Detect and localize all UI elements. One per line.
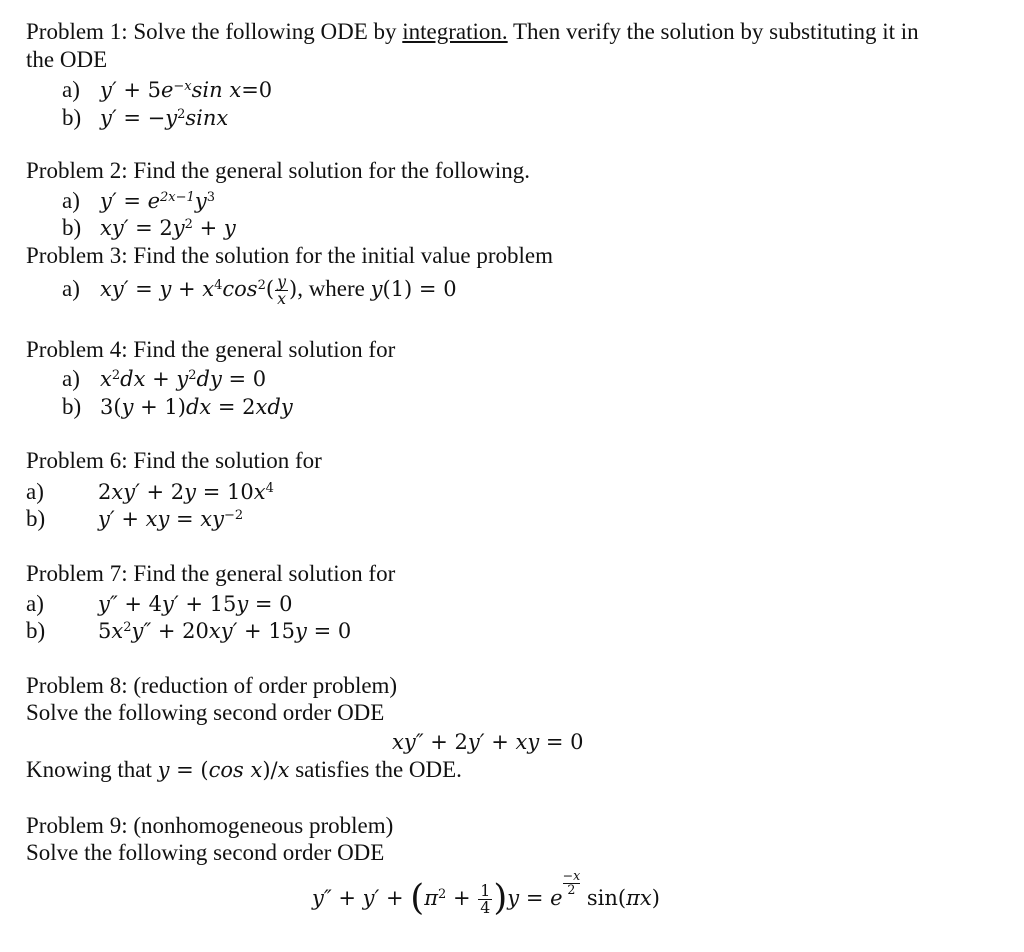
problem-9-title: Problem 9: (nonhomogeneous problem): [26, 813, 394, 838]
problem-4b: b) 3(y + 1)dx = 2xdy: [62, 394, 293, 419]
problem-3-title: Problem 3: Find the solution for the initial value problem: [26, 243, 554, 268]
problem-4a: a) $x^2dx + y^2dy = 0$: [62, 366, 267, 391]
known-solution: y = (cos x)/x: [157, 758, 290, 782]
problem-7a: a) y″ + 4y′ + 15y = 0: [26, 591, 293, 616]
equation-7a: y″ + 4y′ + 15y = 0: [98, 592, 293, 616]
equation-2b: $xy' = 2y^2 + y$: [100, 216, 236, 240]
problem-7b: b) $5x^2y'' + 20xy' + 15y = 0$: [26, 618, 352, 643]
problem-8-knowing: Knowing that y = (cos x)/x satisfies the ODE.: [26, 757, 462, 782]
equation-2a: $y' = e^{2x-1}y^3$: [100, 189, 215, 213]
equation-6b: y′ + xy = $xy^{-2}$: [98, 507, 244, 531]
problem-6a: a) $2xy' + 2y = 10x^4$: [26, 479, 274, 504]
equation-1b: $y' = -y^2\sin x$: [100, 106, 229, 130]
equation-1a: $y' + 5e^{-x}\sin$ x=0: [100, 78, 273, 102]
integration-underlined: integration.: [402, 19, 508, 44]
equation-4a: $x^2dx + y^2dy = 0$: [100, 367, 267, 391]
problem-1-title-cont: the ODE: [26, 47, 108, 72]
equation-3a: $xy' = y + x^4\cos^2$( $\frac{y}{x}$ ): [100, 272, 298, 308]
problem-8-equation: xy″ + 2y′ + xy = 0: [392, 730, 584, 754]
equation-7b: $5x^2y'' + 20xy' + 15y = 0$: [98, 619, 352, 643]
problem-9-equation: $y'' + y' + (\pi^2$ + $\frac{1}{4}$ )y = e $\frac{-x}{2}$ sin(πx): [312, 868, 660, 919]
problem-8-subtitle: Solve the following second order ODE: [26, 700, 385, 725]
equation-4b: 3(y + 1)dx = 2xdy: [100, 395, 293, 419]
problem-9-subtitle: Solve the following second order ODE: [26, 840, 385, 865]
initial-condition: y(1) = 0: [370, 276, 457, 301]
problem-6-title: Problem 6: Find the solution for: [26, 448, 322, 473]
problem-2-title: Problem 2: Find the general solution for the following.: [26, 158, 531, 183]
problem-1a: a) $y' + 5e^{-x}\sin$ x=0: [62, 77, 273, 102]
problem-6b: b) y′ + xy = $xy^{-2}$: [26, 506, 244, 531]
problem-1b: b) $y' = -y^2\sin x$: [62, 105, 229, 130]
problem-7-title: Problem 7: Find the general solution for: [26, 561, 396, 586]
problem-4-title: Problem 4: Find the general solution for: [26, 337, 396, 362]
problem-8-title: Problem 8: (reduction of order problem): [26, 673, 398, 698]
equation-6a: $2xy' + 2y = 10x^4$: [98, 480, 274, 504]
problem-3a: a) $xy' = y + x^4\cos^2$( $\frac{y}{x}$ ), where y(1) = 0: [62, 272, 457, 308]
problem-2a: a) $y' = e^{2x-1}y^3$: [62, 188, 215, 213]
problem-1-title: Problem 1: Solve the following ODE by integration. Then verify the solution by substituting it in: [26, 19, 919, 44]
problem-2b: b) $xy' = 2y^2 + y$: [62, 215, 236, 240]
